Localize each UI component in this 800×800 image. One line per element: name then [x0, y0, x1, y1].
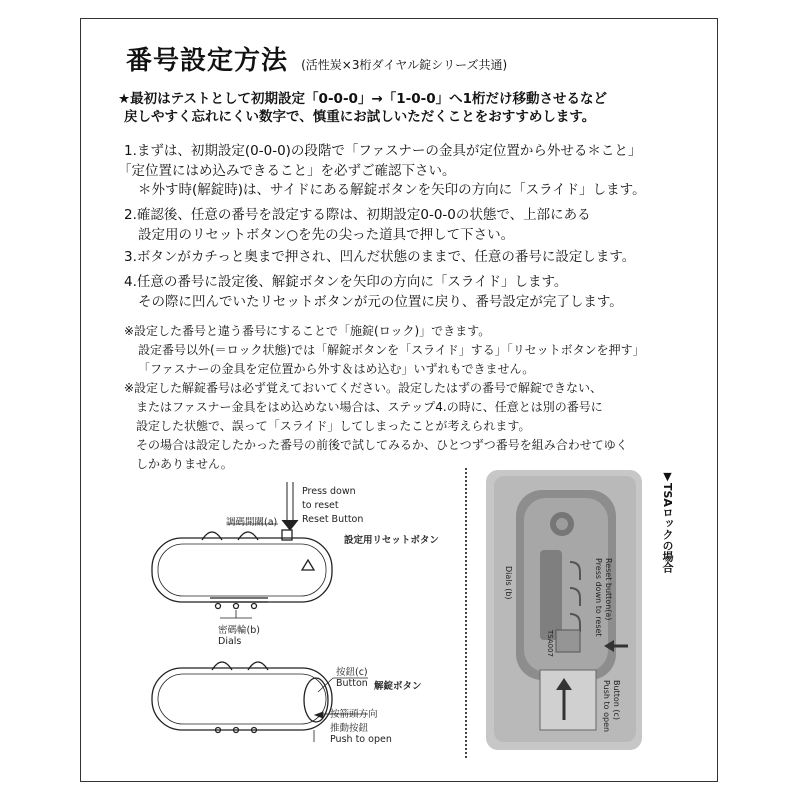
photo-brand-text: TSA007: [546, 630, 554, 657]
step-line: 「定位置にはめ込みできること」を必ずご確認下さい。: [118, 162, 456, 179]
note-line: またはファスナー金具をはめ込めない場合は、ステップ4.の時に、任意とは別の番号に: [136, 400, 603, 414]
button-label: Button: [336, 678, 368, 689]
intro-line: 戻しやすく忘れにくい数字で、慎重にお試しいただくことをおすすめします。: [124, 109, 596, 125]
press-down-label: Press down: [302, 486, 356, 497]
photo-button-text-2: Push to open: [602, 680, 611, 733]
intro-line: ★最初はテストとして初期設定「0-0-0」→「1-0-0」へ1桁だけ移動させるなど: [118, 91, 608, 107]
photo-button-text-1: Button (c): [612, 680, 621, 720]
step-line: 4.任意の番号に設定後、解錠ボタンを矢印の方向に「スライド」します。: [124, 274, 568, 290]
title-row: [126, 40, 507, 77]
step-2: [124, 206, 591, 245]
tsa-lock-image: [486, 470, 656, 750]
lock-diagram: [118, 468, 458, 768]
push-chinese-label-2: 推動按鈕: [330, 723, 369, 734]
step-line: 3.ボタンがカチっと奥まで押され、凹んだ状態のままで、任意の番号に設定します。: [124, 249, 636, 265]
button-chinese-label: 按鈕(c): [336, 667, 368, 678]
photo-reset-text-2: Press down to reset: [594, 558, 603, 637]
step-line: 1.まずは、初期設定(0-0-0)の段階で「ファスナーの金具が定位置から外せる＊こと」: [124, 143, 642, 159]
step-3: [124, 248, 635, 268]
intro-note: [118, 90, 607, 126]
push-to-open-label: Push to open: [330, 734, 392, 745]
tsa-lock-label: ▼TSAロックの場合: [661, 470, 674, 573]
note-line: 「ファスナーの金具を定位置から外す＆はめ込む」いずれもできません。: [138, 362, 535, 376]
note-line: ※設定した解錠番号は必ず覚えておいてください。設定したはずの番号で解錠できない、: [124, 381, 603, 395]
reset-chinese-label: 調碼開關(a): [226, 517, 278, 528]
notes: [124, 322, 645, 474]
button-japanese-label: 解錠ボタン: [374, 681, 422, 692]
step-line: ＊外す時(解錠時)は、サイドにある解錠ボタンを矢印の方向に「スライド」します。: [138, 182, 646, 198]
step-4: [124, 273, 623, 312]
page-title: 番号設定方法: [126, 46, 289, 76]
photo-dials-text: Dials (b): [504, 566, 513, 600]
dials-chinese-label: 密碼輪(b): [218, 625, 260, 636]
to-reset-label: to reset: [302, 500, 339, 511]
divider-dotted: [465, 468, 467, 758]
photo-reset-text-1: Reset button(a): [604, 558, 613, 621]
reset-button-label: Reset Button: [302, 514, 364, 525]
step-line: 2.確認後、任意の番号を設定する際は、初期設定0-0-0の状態で、上部にある: [124, 207, 591, 223]
tsa-lock-photo: [486, 470, 656, 750]
step-line: 設定用のリセットボタン○を先の尖った道具で押して下さい。: [138, 226, 515, 243]
push-chinese-label-1: 按箭頭方向: [330, 709, 378, 720]
page-subtitle: (活性炭×3桁ダイヤル錠シリーズ共通): [301, 58, 508, 72]
step-1: [118, 142, 646, 201]
dials-label: Dials: [218, 636, 242, 647]
step-line: その際に凹んでいたリセットボタンが元の位置に戻り、番号設定が完了します。: [138, 293, 623, 310]
note-line: 設定した状態で、誤って「スライド」してしまったことが考えられます。: [136, 419, 531, 433]
lock-drawing: [118, 468, 458, 768]
reset-japanese-label: 設定用リセットボタン: [344, 535, 439, 546]
note-line: 設定番号以外(＝ロック状態)では「解錠ボタンを「スライド」する」「リセットボタンを押す」: [138, 343, 645, 357]
note-line: しかありません。: [136, 457, 233, 471]
note-line: その場合は設定したかった番号の前後で試してみるか、ひとつずつ番号を組み合わせてゆく: [136, 438, 628, 452]
note-line: ※設定した番号と違う番号にすることで「施錠(ロック)」できます。: [124, 324, 491, 338]
